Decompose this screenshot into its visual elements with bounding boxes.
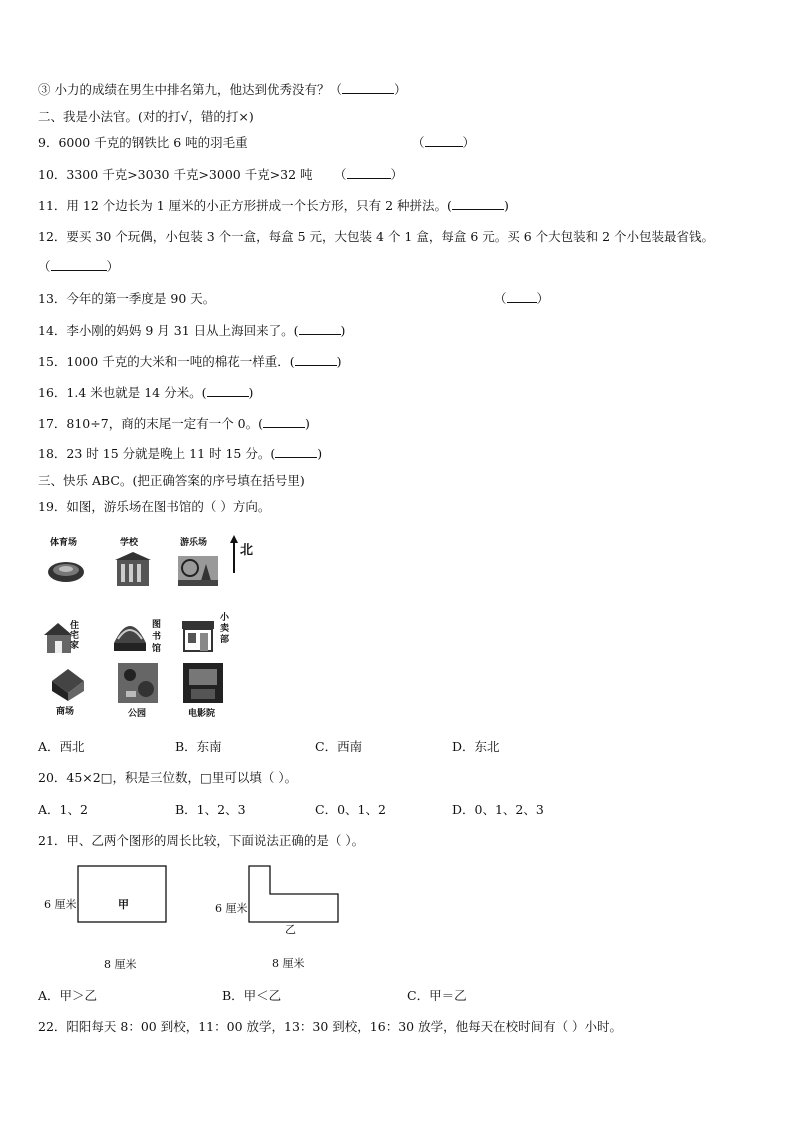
library-icon — [110, 613, 150, 653]
shape-yi — [249, 866, 338, 922]
section-3-heading: 三、快乐 ABC。(把正确答案的序号填在括号里) — [38, 473, 305, 488]
yi-height-label: 6 厘米 — [215, 902, 248, 915]
question-16: 16．1.4 米也就是 14 分米。( ) — [38, 385, 254, 400]
question-17: 17．810÷7，商的末尾一定有一个 0。( ) — [38, 416, 310, 431]
map-label-amusement-park: 游乐场 — [180, 538, 208, 548]
q19-option-a[interactable]: A．西北 — [38, 739, 85, 754]
question-21: 21．甲、乙两个图形的周长比较，下面说法正确的是（ ）。 — [38, 833, 365, 848]
q20-option-c[interactable]: C．0、1、2 — [315, 802, 386, 817]
question-15: 15．1000 千克的大米和一吨的棉花一样重．( ) — [38, 354, 342, 369]
stadium-icon — [46, 550, 86, 588]
shop-icon — [178, 617, 218, 655]
school-icon — [113, 550, 153, 588]
q21-option-b[interactable]: B．甲＜乙 — [222, 988, 282, 1003]
answer-blank[interactable] — [275, 446, 317, 458]
question-19: 19．如图，游乐场在图书馆的（ ）方向。 — [38, 499, 271, 514]
question-10: 10．3300 千克>3030 千克>3000 千克>32 吨 — [38, 167, 313, 182]
library-tile — [110, 613, 150, 651]
q21-option-a[interactable]: A．甲＞乙 — [38, 988, 98, 1003]
question-18: 18．23 时 15 分就是晚上 11 时 15 分。( ) — [38, 446, 323, 461]
stadium-tile — [46, 550, 86, 588]
cinema-icon — [183, 663, 223, 703]
question-9: 9．6000 千克的钢铁比 6 吨的羽毛重 — [38, 135, 248, 150]
mall-tile — [48, 665, 88, 703]
question-13: 13．今年的第一季度是 90 天。 — [38, 291, 216, 306]
school-tile — [113, 550, 153, 588]
map-label-mall: 商场 — [56, 707, 75, 717]
q19-option-c[interactable]: C．西南 — [315, 739, 363, 754]
answer-blank[interactable] — [452, 198, 504, 210]
q21-option-c[interactable]: C．甲＝乙 — [407, 988, 467, 1003]
answer-blank[interactable] — [342, 82, 394, 94]
q19-option-b[interactable]: B．东南 — [175, 739, 222, 754]
jia-label: 甲 — [118, 898, 129, 911]
question-20: 20．45×2□，积是三位数，□里可以填（ ）。 — [38, 770, 298, 785]
q8-part3: ③ 小力的成绩在男生中排名第九，他达到优秀没有？（ ） — [38, 82, 407, 97]
answer-blank[interactable] — [207, 385, 249, 397]
mall-icon — [48, 665, 88, 703]
q9-answer[interactable]: （ ） — [412, 135, 476, 150]
q20-option-d[interactable]: D．0、1、2、3 — [452, 802, 544, 817]
q19-option-d[interactable]: D．东北 — [452, 739, 500, 754]
shape-jia — [78, 866, 166, 922]
map-figure — [38, 535, 268, 720]
q13-answer[interactable]: （ ） — [494, 291, 550, 306]
yi-label: 乙 — [285, 923, 296, 936]
amusement-park-icon — [178, 550, 218, 588]
q20-option-b[interactable]: B．1、2、3 — [175, 802, 246, 817]
park-icon — [118, 663, 158, 703]
question-14: 14．李小刚的妈妈 9 月 31 日从上海回来了。( ) — [38, 323, 346, 338]
q12-answer[interactable]: （ ） — [38, 259, 120, 274]
yi-width-label: 8 厘米 — [272, 957, 305, 970]
q20-option-a[interactable]: A．1、2 — [38, 802, 88, 817]
map-label-shop: 小卖部 — [220, 613, 230, 645]
map-label-school: 学校 — [120, 538, 139, 548]
amusement-park-tile — [178, 550, 218, 588]
answer-blank[interactable] — [299, 323, 341, 335]
north-label: 北 — [240, 543, 254, 558]
jia-height-label: 6 厘米 — [44, 898, 77, 911]
answer-blank[interactable] — [263, 416, 305, 428]
question-12: 12．要买 30 个玩偶，小包装 3 个一盒，每盒 5 元，大包装 4 个 1 盒，每盒 6 元。买 6 个大包装和 2 个小包装最省钱。 — [38, 229, 715, 244]
shop-tile — [178, 617, 218, 655]
park-tile — [118, 663, 158, 701]
cinema-tile — [183, 663, 223, 701]
map-label-stadium: 体育场 — [50, 538, 78, 548]
q10-answer[interactable]: （ ） — [334, 167, 404, 182]
section-2-heading: 二、我是小法官。(对的打√，错的打×) — [38, 109, 254, 124]
map-label-library: 图书馆 — [152, 620, 162, 654]
answer-blank[interactable] — [295, 354, 337, 366]
question-22: 22．阳阳每天 8：00 到校，11：00 放学，13：30 到校，16：30 放学，他每天在校时间有（ ）小时。 — [38, 1019, 623, 1034]
jia-width-label: 8 厘米 — [104, 958, 137, 971]
perimeter-figure — [38, 860, 358, 975]
map-label-cinema: 电影院 — [188, 709, 216, 719]
map-label-home: 住宅家 — [70, 621, 80, 651]
map-label-park: 公园 — [128, 709, 147, 719]
north-arrow-icon — [228, 535, 240, 575]
question-11: 11．用 12 个边长为 1 厘米的小正方形拼成一个长方形，只有 2 种拼法。( ) — [38, 198, 509, 213]
